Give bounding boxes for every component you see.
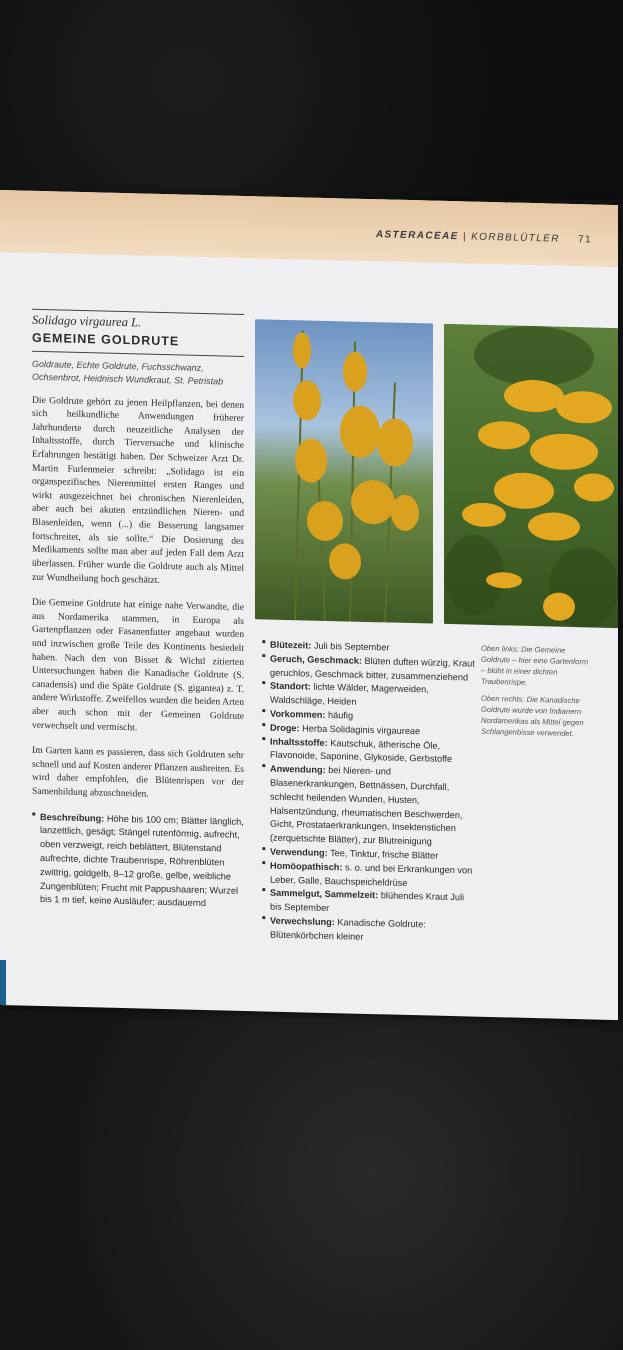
property-text: Juli bis September — [313, 640, 390, 653]
photo-canadian-goldenrod — [444, 324, 618, 628]
photo-captions — [481, 643, 591, 746]
left-column — [32, 309, 244, 912]
property-label: Standort: — [270, 680, 311, 692]
property-text: Höhe bis 100 cm; Blätter länglich, lanzettlich, gesägt; Stängel rutenförmig, aufrecht, oben verzweigt, reich beblättert, Blütenstand aufrechte, dichte Traubenrispe, Röhrenblüten zwittrig, goldgelb, 8–12 große, gelbe, weibliche Zungenblüten; Frucht mit Pappushaaren; Wurzel bis 1 m tief, keine Ausläufer; ausdauernd — [40, 813, 244, 909]
property-text: bei Nieren- und Blasenerkrankungen, Bettnässen, Durchfall, schlecht heilenden Wunden, Husten, Halsentzündung, rheumatischen Beschwerden, Gicht, Prostataerkrankungen, Insektenstichen (zerquetschte Blätter), zur Blutreinigung — [270, 765, 463, 847]
common-name: GEMEINE GOLDRUTE — [32, 330, 180, 349]
property-label: Verwendung: — [270, 846, 328, 858]
body-paragraph: Die Goldrute gehört zu jenen Heilpflanzen, bei denen sich heilkundliche Anwendungen früherer Jahrhunderte durch neuzeitliche Analysen der Inhaltsstoffe, durch Tierversuche und klinische Erfahrungen bestätigt haben. Der Schweizer Arzt Dr. Martin Furlenmeier schreibt: „Solidago ist ein organspezifisches Nierenmittel ersten Ranges und wirkt ausgezeichnet bei chronischen Nierenleiden, aber auch bei akuten entzündlichen Nieren- und Blasenleiden, wenn (...) die Besserung langsamer fortschreitet, als sie sollte.“ Die Dosierung des Medikaments sollte man aber auf jeden Fall dem Arzt überlassen. Früher wurde die Goldrute auch als Mittel zur Wundheilung hoch geschätzt. — [32, 394, 244, 586]
header-band — [0, 190, 618, 267]
photo-garden-goldenrod — [255, 319, 433, 623]
body-paragraph: Im Garten kann es passieren, dass sich Goldruten sehr schnell und auf Kosten anderer Pflanzen ausbreiten. Es wird daher empfohlen, die Blütenrispen vor der Samenbildung abzuschneiden. — [32, 745, 244, 800]
description-block — [32, 810, 244, 912]
synonyms: Goldraute, Echte Goldrute, Fuchsschwanz, Ochsenbrot, Heidnisch Wundkraut, St. Petristab — [32, 358, 224, 386]
property-label: Verwechslung: — [270, 915, 335, 928]
property-label: Homöopathisch: — [270, 860, 343, 873]
property-text: häufig — [328, 710, 354, 721]
property-label: Blütezeit: — [270, 639, 312, 651]
goldenrod-illustration — [255, 319, 433, 623]
carpet-background-top — [0, 0, 623, 200]
running-head — [376, 229, 592, 245]
carpet-background-bottom — [0, 1000, 623, 1350]
property-text: Herba Solidaginis virgaureae — [302, 723, 421, 737]
property-label: Inhaltsstoffe: — [270, 736, 328, 748]
property-text: Tee, Tinktur, frische Blätter — [330, 848, 439, 861]
property-text: Kanadische Goldrute: Blütenkörbchen kleiner — [270, 917, 426, 942]
property-label: Anwendung: — [270, 763, 326, 776]
property-text: Blüten duften würzig, Kraut geruchlos, Geschmack bitter, zusammenziehend — [270, 655, 475, 683]
property-label: Vorkommen: — [270, 708, 326, 720]
book-page — [0, 190, 618, 1020]
latin-name: Solidago virgaurea L. — [32, 312, 142, 330]
properties-list — [262, 638, 477, 947]
caption-top-right: Oben rechts: Die Kanadische Goldrute wurde von Indianern Nordamerikas als Mittel gegen Schlangenbisse verwendet. — [481, 693, 584, 739]
property-text: s. o. und bei Erkrankungen von Leber, Galle, Bauchspeicheldrüse — [270, 862, 473, 888]
goldenrod-illustration — [444, 324, 618, 628]
property-item — [262, 763, 477, 851]
page-number: 71 — [578, 234, 592, 246]
body-paragraph: Die Gemeine Goldrute hat einige nahe Verwandte, die aus Nordamerika stammen, in Europa als Gartenpflanzen oder Fasanenfutter angebaut wurden und inzwischen große Teile des Kontinents besiedelt haben. Nach den von Bisset & Wichtl zitierten Untersuchungen haben die Kanadische Goldrute (S. canadensis) und die Späte Goldrute (S. gigantea) z. T. andere Wirkstoffe. Zweifellos wurden die beiden Arten aber auch schon mit der Gemeinen Goldrute verwechselt und vermischt. — [32, 596, 244, 733]
family-name: ASTERACEAE — [375, 229, 459, 243]
property-item — [262, 914, 477, 947]
property-text: Kautschuk, ätherische Öle, Flavonoide, Saponine, Glykoside, Gerbstoffe — [270, 737, 453, 765]
caption-top-left: Oben links: Die Gemeine Goldrute – hier eine Gartenform – blüht in einer dichten Traubenrispe. — [481, 643, 589, 687]
property-text: blühendes Kraut Juli bis September — [270, 890, 465, 914]
property-label: Geruch, Geschmack: — [270, 653, 362, 666]
property-label: Sammelgut, Sammelzeit: — [270, 887, 379, 901]
property-label: Droge: — [270, 722, 300, 734]
property-item — [32, 810, 244, 912]
property-text: lichte Wälder, Magerweiden, Waldschläge, Heiden — [270, 682, 429, 707]
property-label: Beschreibung: — [40, 811, 105, 824]
book-cover-edge — [0, 960, 6, 1005]
header-separator: | — [462, 231, 467, 243]
family-name-de: KORBBLÜTLER — [471, 231, 560, 245]
